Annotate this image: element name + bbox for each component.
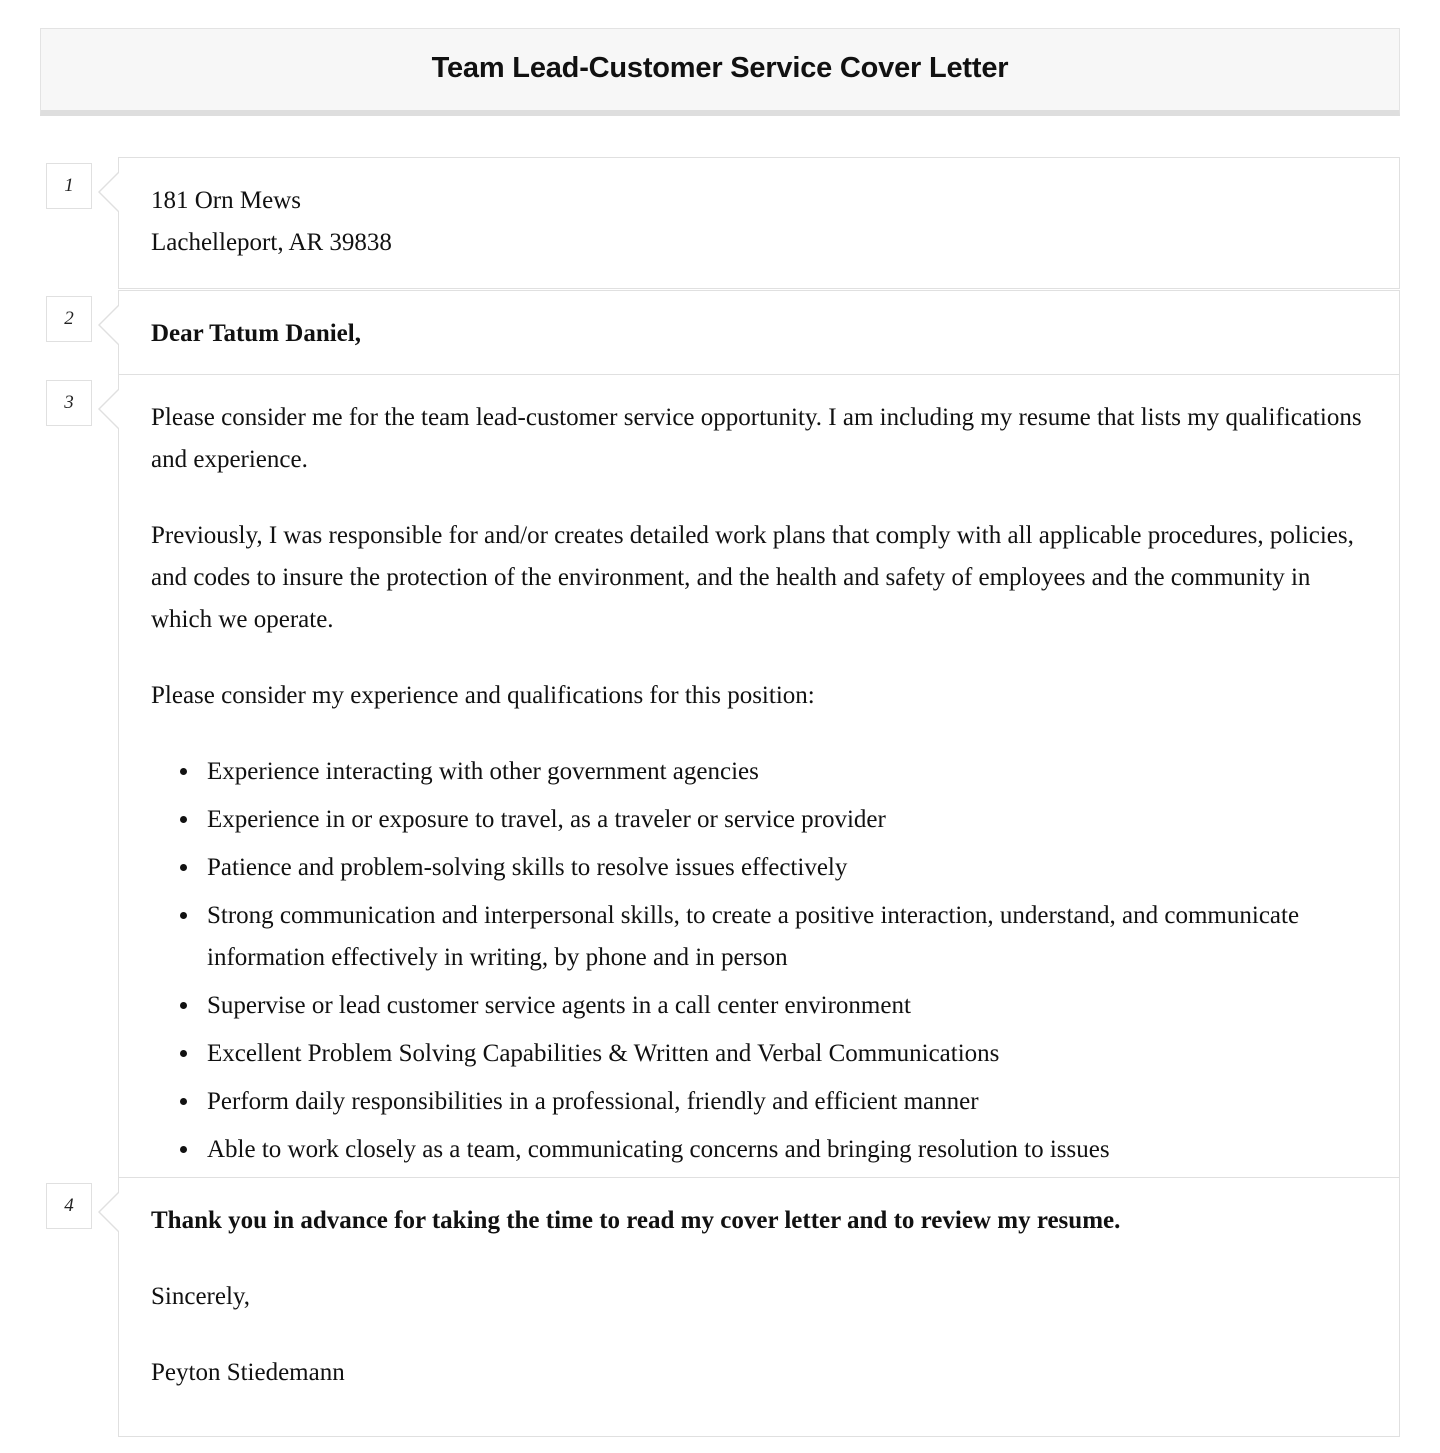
address-line-2: Lachelleport, AR 39838 [151,229,392,256]
page-title: Team Lead-Customer Service Cover Letter [431,52,1009,84]
list-item: • Experience in or exposure to travel, as a traveler or service provider [201,799,1375,841]
letter-body-box[interactable] [118,374,1400,1196]
list-item: • Strong communication and interpersonal skills, to create a positive interaction, understand, and communicate information effectively in writing, by phone and in person [201,895,1375,979]
section-number-badge-2: 2 [46,296,92,342]
body-paragraph-1: Please consider me for the team lead-customer service opportunity. I am including my resume that lists my qualifications and experience. [151,404,1362,473]
signature-name: Peyton Stiedemann [151,1359,345,1386]
salutation-text: Dear Tatum Daniel, [151,320,361,347]
address-line-1: 181 Orn Mews [151,187,301,214]
body-paragraph-3: Please consider my experience and qualifications for this position: [151,682,815,709]
sign-off-line: Sincerely, [151,1283,251,1310]
salutation-box[interactable] [118,290,1400,380]
document-header [40,28,1400,116]
thank-you-line: Thank you in advance for taking the time to read my cover letter and to review my resume. [151,1207,1121,1234]
list-item: • Perform daily responsibilities in a professional, friendly and efficient manner [201,1081,1375,1123]
letter-body-text [151,397,1375,1171]
sender-address-box[interactable] [118,157,1400,289]
list-item: • Patience and problem-solving skills to resolve issues effectively [201,847,1375,889]
qualifications-list [151,751,1375,1171]
section-number-badge-1: 1 [46,163,92,209]
list-item: • Able to work closely as a team, communicating concerns and bringing resolution to issues [201,1129,1375,1171]
closing-text [151,1200,1375,1394]
list-item: • Experience interacting with other government agencies [201,751,1375,793]
list-item: • Supervise or lead customer service agents in a call center environment [201,985,1375,1027]
section-number-badge-3: 3 [46,380,92,426]
body-paragraph-2: Previously, I was responsible for and/or creates detailed work plans that comply with all applicable procedures, policies, and codes to insure the protection of the environment, and the health and safety of employees and the community in which we operate. [151,522,1354,633]
closing-box[interactable] [118,1177,1400,1437]
list-item: • Excellent Problem Solving Capabilities & Written and Verbal Communications [201,1033,1375,1075]
section-number-badge-4: 4 [46,1183,92,1229]
